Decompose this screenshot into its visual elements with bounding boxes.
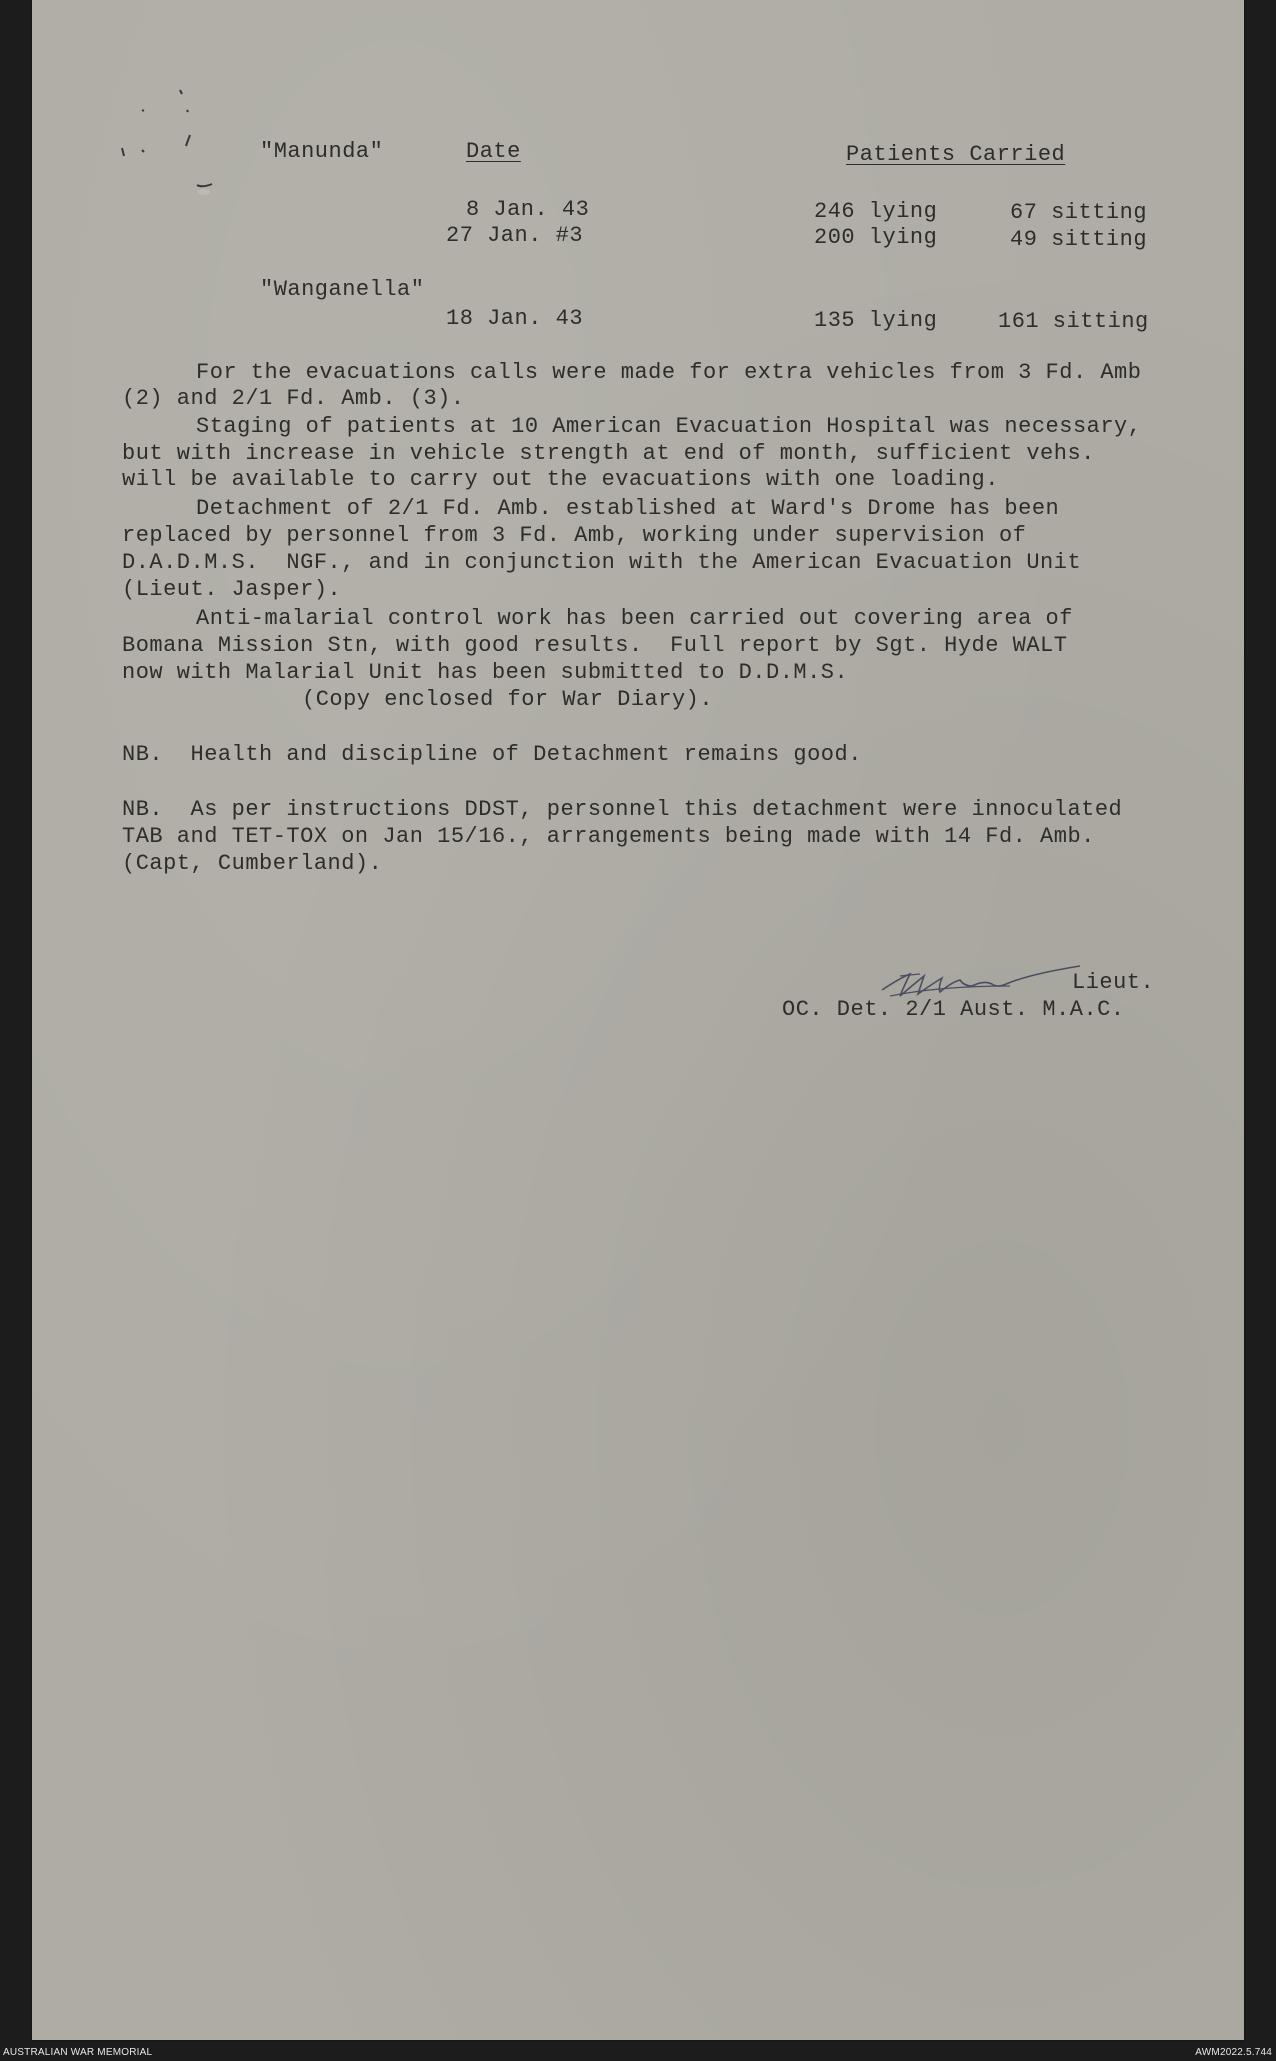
nb-inoculation-line3: (Capt, Cumberland). — [122, 851, 383, 876]
footer-institution: AUSTRALIAN WAR MEMORIAL — [3, 2047, 153, 2058]
row3-lying: 135 lying — [814, 308, 938, 333]
para2-line1: Staging of patients at 10 American Evacuation Hospital was necessary, — [196, 414, 1142, 439]
para4-line2: Bomana Mission Stn, with good results. Full report by Sgt. Hyde WALT — [122, 633, 1068, 658]
para1-line1: For the evacuations calls were made for extra vehicles from 3 Fd. Amb — [196, 360, 1142, 385]
row2-date: 27 Jan. #3 — [446, 223, 584, 248]
row2-lying: 200 lying — [814, 225, 938, 250]
signature-rank: Lieut. — [1072, 970, 1155, 995]
row3-date: 18 Jan. 43 — [446, 306, 584, 331]
row1-sitting: 67 sitting — [1010, 200, 1148, 225]
para3-line1: Detachment of 2/1 Fd. Amb. established at Ward's Drome has been — [196, 496, 1060, 521]
ship2-name: "Wanganella" — [260, 277, 425, 302]
para1-line2: (2) and 2/1 Fd. Amb. (3). — [122, 386, 465, 411]
row1-lying: 246 lying — [814, 199, 938, 224]
date-heading: Date — [466, 139, 521, 164]
para4-line1: Anti-malarial control work has been carried out covering area of — [196, 606, 1073, 631]
para2-line3: will be available to carry out the evacuations with one loading. — [122, 467, 999, 492]
row3-sitting: 161 sitting — [998, 309, 1149, 334]
nb-inoculation-line1: NB. As per instructions DDST, personnel this detachment were innoculated — [122, 797, 1123, 822]
para4-line4: (Copy enclosed for War Diary). — [302, 687, 714, 712]
signature-unit: OC. Det. 2/1 Aust. M.A.C. — [782, 997, 1125, 1022]
patients-heading: Patients Carried — [846, 142, 1066, 167]
nb-inoculation-line2: TAB and TET-TOX on Jan 15/16., arrangements being made with 14 Fd. Amb. — [122, 824, 1095, 849]
footer-reference: AWM2022.5.744 — [1195, 2047, 1272, 2058]
para3-line2: replaced by personnel from 3 Fd. Amb, working under supervision of — [122, 523, 1027, 548]
ship1-name: "Manunda" — [260, 139, 384, 164]
row1-date: 8 Jan. 43 — [466, 197, 590, 222]
row2-sitting: 49 sitting — [1010, 227, 1148, 252]
para4-line3: now with Malarial Unit has been submitted to D.D.M.S. — [122, 660, 849, 685]
margin-marks — [102, 80, 242, 210]
nb-health-note: NB. Health and discipline of Detachment remains good. — [122, 742, 862, 767]
para2-line2: but with increase in vehicle strength at end of month, sufficient vehs. — [122, 441, 1095, 466]
paper-sheet — [32, 0, 1244, 2040]
para3-line4: (Lieut. Jasper). — [122, 577, 342, 602]
para3-line3: D.A.D.M.S. NGF., and in conjunction with the American Evacuation Unit — [122, 550, 1082, 575]
